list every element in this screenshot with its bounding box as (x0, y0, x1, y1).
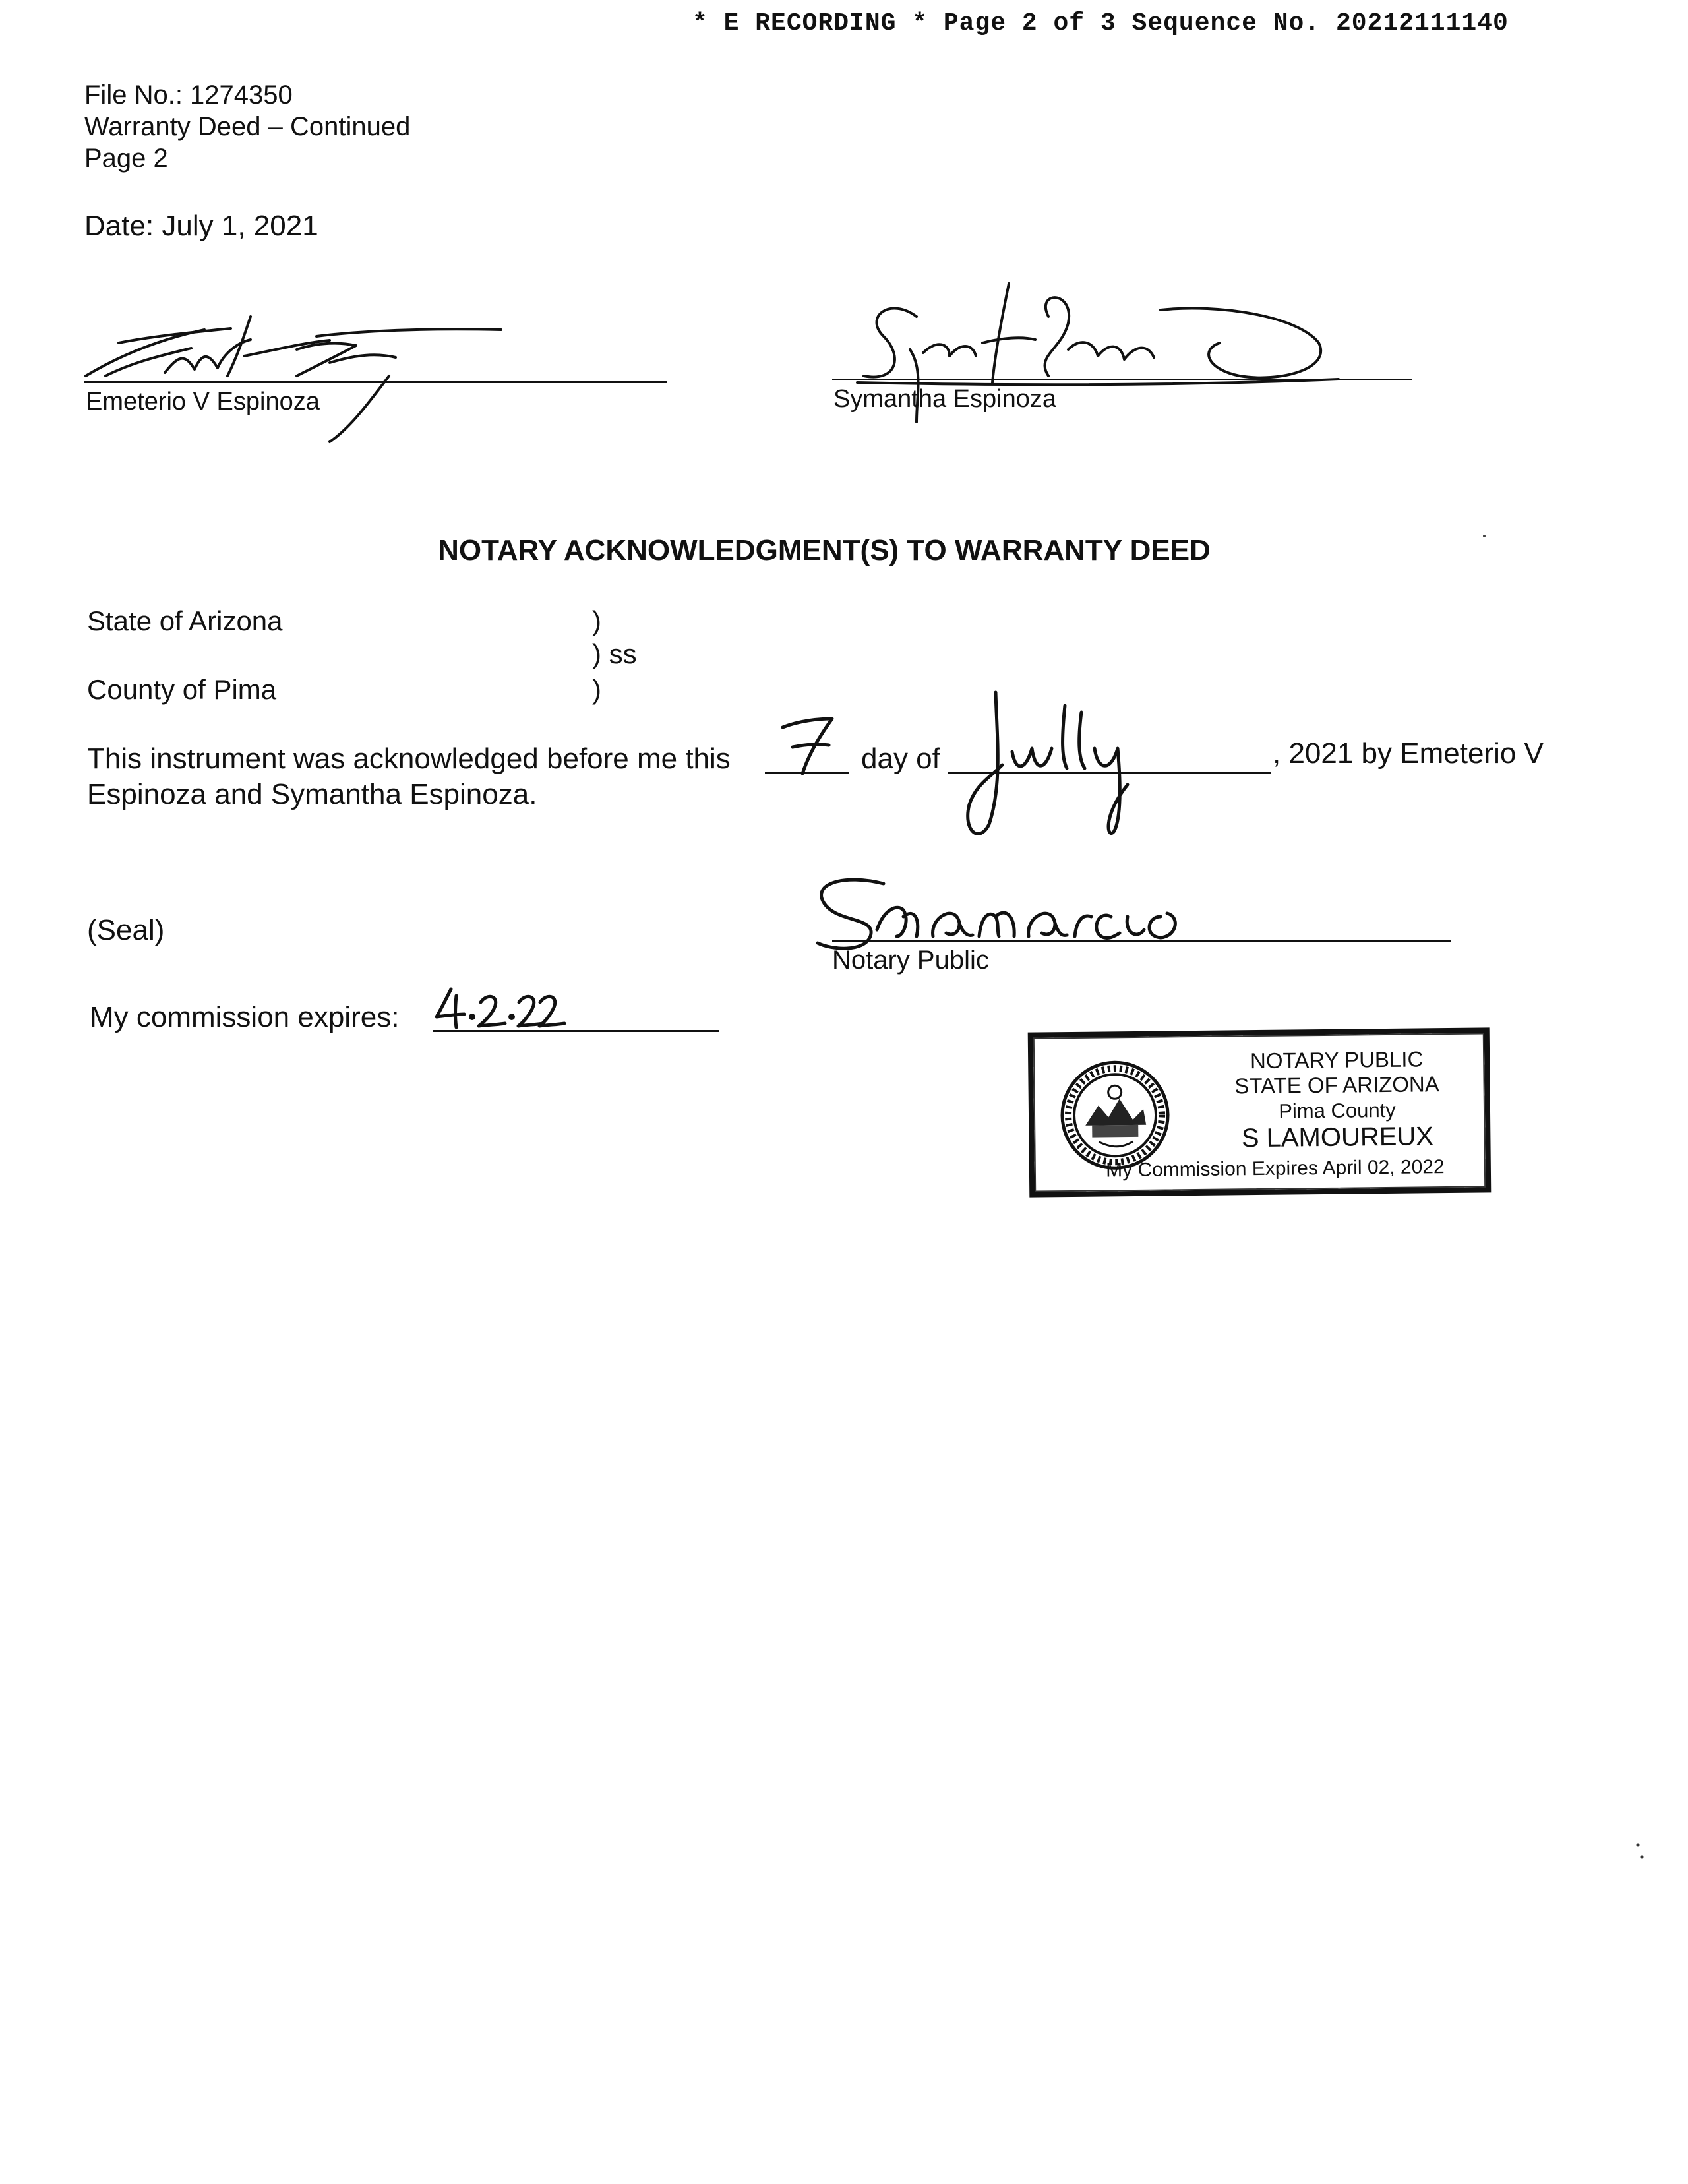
signature-line-right (832, 379, 1412, 380)
seal-line-1: NOTARY PUBLIC (1250, 1046, 1424, 1074)
signer-name-emeterio: Emeterio V Espinoza (86, 388, 320, 415)
ack-text-part1: This instrument was acknowledged before me this (87, 743, 731, 775)
stray-mark (1634, 1840, 1647, 1866)
seal-line-2: STATE OF ARIZONA (1234, 1072, 1439, 1099)
signature-line-left (84, 381, 667, 383)
stray-mark-small (1481, 533, 1488, 539)
seal-line-3: Pima County (1279, 1098, 1396, 1123)
venue-county: County of Pima (87, 674, 277, 705)
notary-title: NOTARY ACKNOWLEDGMENT(S) TO WARRANTY DEED (438, 534, 1211, 566)
signer-name-symantha: Symantha Espinoza (833, 385, 1056, 413)
ack-text-line2: Espinoza and Symantha Espinoza. (87, 778, 537, 810)
document-title: Warranty Deed – Continued (84, 112, 411, 141)
venue-paren-1: ) (592, 605, 601, 636)
venue-ss: ) ss (592, 638, 637, 669)
deed-date: Date: July 1, 2021 (84, 210, 318, 242)
file-number: File No.: 1274350 (84, 80, 293, 109)
venue-state: State of Arizona (87, 605, 283, 636)
ack-day-handwritten (773, 711, 845, 777)
notary-signature-line (832, 940, 1451, 942)
ack-text-part3: , 2021 by Emeterio V (1273, 737, 1544, 770)
notary-signature (804, 870, 1200, 956)
venue-paren-3: ) (592, 674, 601, 705)
ack-text-part2: day of (861, 743, 940, 775)
commission-label: My commission expires: (90, 1001, 400, 1033)
seal-line-5-expiry: My Commission Expires April 02, 2022 (1105, 1156, 1445, 1182)
notary-public-label: Notary Public (832, 946, 989, 975)
ack-month-handwritten (950, 686, 1160, 844)
signature-emeterio (79, 277, 514, 448)
commission-date-handwritten (431, 983, 570, 1035)
arizona-state-seal-icon (1058, 1058, 1172, 1172)
notary-seal-stamp (1028, 1027, 1492, 1197)
seal-line-4-name: S LAMOUREUX (1241, 1122, 1434, 1153)
page-number: Page 2 (84, 144, 168, 173)
recording-header: * E RECORDING * Page 2 of 3 Sequence No. 20212111140 (692, 9, 1509, 38)
seal-label: (Seal) (87, 914, 165, 946)
